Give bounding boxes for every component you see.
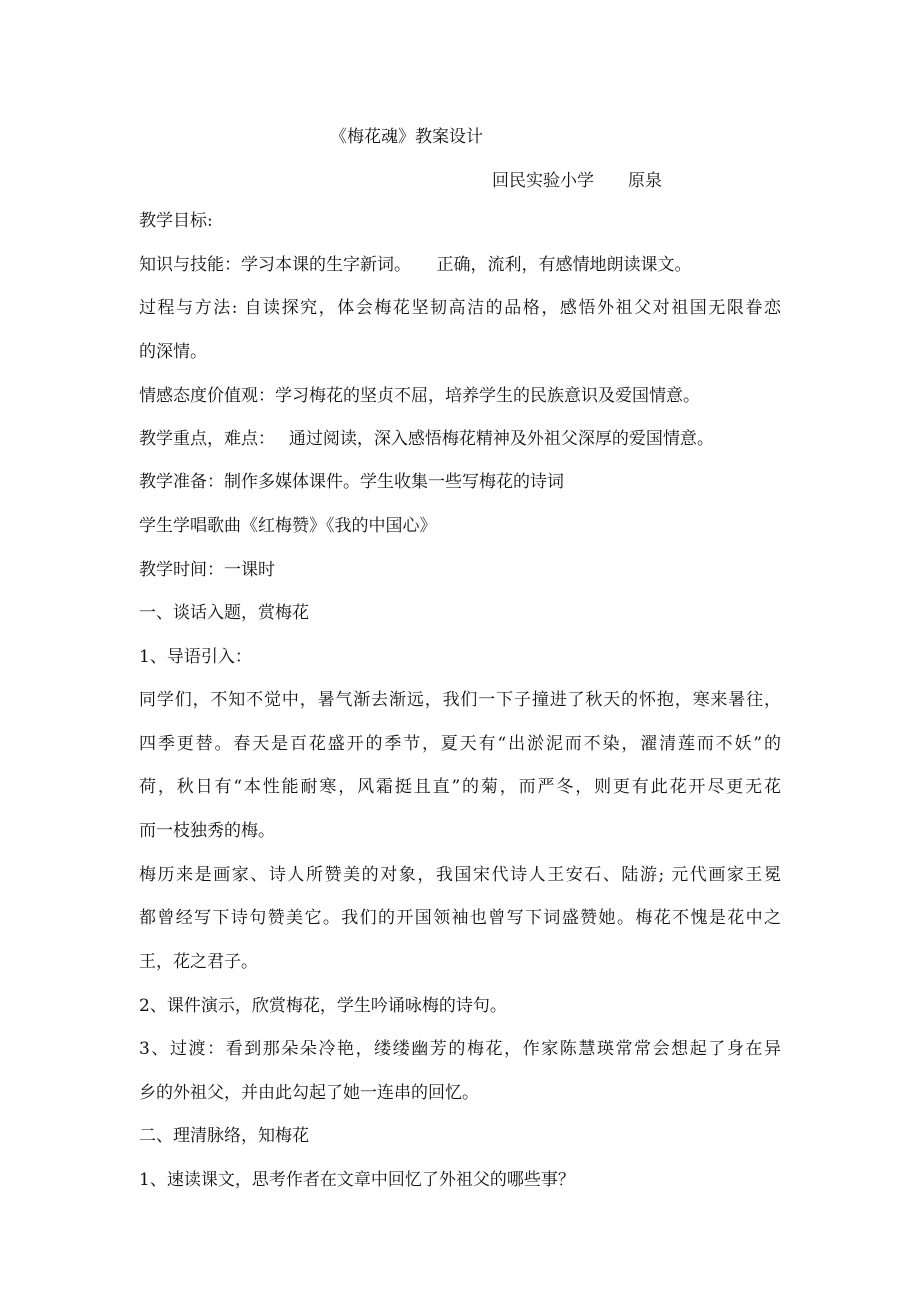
key-points: 教学重点，难点： 通过阅读，深入感悟梅花精神及外祖父深厚的爱国情意。	[139, 429, 714, 449]
document-title: 《梅花魂》教案设计	[330, 127, 483, 147]
heading-teaching-goals: 教学目标:	[139, 211, 213, 231]
step-2-courseware: 2、课件演示，欣赏梅花，学生吟诵咏梅的诗句。	[139, 996, 507, 1016]
section-two-step-1: 1、速读课文，思考作者在文章中回忆了外祖父的哪些事？	[139, 1170, 575, 1190]
author-name: 原泉	[628, 171, 662, 191]
teaching-time: 教学时间：一课时	[139, 560, 275, 580]
section-one-heading: 一、谈话入题，赏梅花	[139, 603, 309, 623]
author-school: 回民实验小学	[492, 171, 594, 191]
plum-paragraph-line-3: 王，花之君子。	[139, 952, 258, 972]
author-line	[492, 166, 662, 191]
goal-emotion-values: 情感态度价值观：学习梅花的坚贞不屈，培养学生的民族意识及爱国情意。	[139, 386, 700, 406]
goal-process-method-cont: 的深情。	[139, 342, 207, 362]
teaching-preparation: 教学准备：制作多媒体课件。学生收集一些写梅花的诗词	[139, 472, 564, 492]
intro-paragraph-line-4: 而一枝独秀的梅。	[139, 821, 275, 841]
step-3-transition-line-2: 乡的外祖父，并由此勾起了她一连串的回忆。	[139, 1083, 479, 1103]
step-3-transition-line-1: 3、过渡：看到那朵朵冷艳，缕缕幽芳的梅花，作家陈慧瑛常常会想起了身在异	[139, 1039, 781, 1059]
plum-paragraph-line-2: 都曾经写下诗句赞美它。我们的开国领袖也曾写下词盛赞她。梅花不愧是花中之	[139, 908, 781, 928]
intro-paragraph-line-1: 同学们，不知不觉中，暑气渐去渐远，我们一下子撞进了秋天的怀抱，寒来暑往，	[139, 690, 781, 710]
goal-knowledge-skills: 知识与技能：学习本课的生字新词。 正确，流利，有感情地朗读课文。	[139, 255, 692, 275]
intro-paragraph-line-3: 荷，秋日有“本性能耐寒，风霜挺且直”的菊，而严冬，则更有此花开尽更无花	[139, 777, 781, 797]
goal-process-method: 过程与方法: 自读探究，体会梅花坚韧高洁的品格，感悟外祖父对祖国无限眷恋	[139, 298, 781, 318]
student-songs: 学生学唱歌曲《红梅赞》《我的中国心》	[139, 516, 437, 536]
section-two-heading: 二、理清脉络，知梅花	[139, 1126, 309, 1146]
plum-paragraph-line-1: 梅历来是画家、诗人所赞美的对象，我国宋代诗人王安石、陆游; 元代画家王冕	[139, 865, 781, 885]
intro-paragraph-line-2: 四季更替。春天是百花盛开的季节，夏天有“出淤泥而不染，濯清莲而不妖”的	[139, 734, 781, 754]
step-1-intro: 1、导语引入：	[139, 647, 252, 667]
